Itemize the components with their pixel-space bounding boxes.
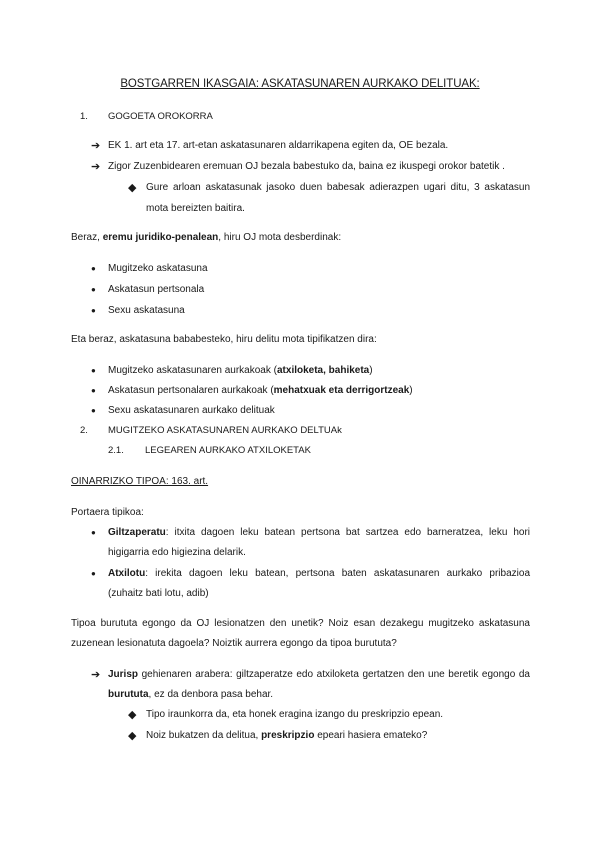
bullet-dot-icon: ● [91, 386, 96, 395]
jurisp-line2: burututa, ez da denbora pasa behar. [108, 689, 274, 700]
atxilotu-line1: Atxilotu: irekita dagoen leku batean, pertsona baten askatasunaren aurkako pribazioa [108, 568, 530, 579]
section-2-heading: MUGITZEKO ASKATASUNAREN AURKAKO DELTUAk [108, 425, 342, 436]
diamond-bullet-icon: ◆ [128, 182, 137, 194]
arrow-bullet-icon: ➔ [91, 161, 101, 173]
paragraph-zigor-zuzenbidea: Zigor Zuzenbidearen eremuan OJ bezala babestuko da, baina ez ikuspegi orokor batetik . [108, 161, 505, 172]
section-2-1-number: 2.1. [108, 445, 124, 456]
bullet-dot-icon: ● [91, 366, 96, 375]
section-1-heading: GOGOETA OROKORRA [108, 111, 213, 122]
list-item: Mugitzeko askatasunaren aurkakoak (atxiloketa, bahiketa) [108, 365, 373, 376]
list-item: Sexu askatasunaren aurkako delituak [108, 405, 275, 416]
bullet-dot-icon: ● [91, 406, 96, 415]
question-line1: Tipoa burututa egongo da OJ lesionatzen den unetik? Noiz esan dezakegu mugitzeko askatasuna [71, 618, 530, 629]
bullet-dot-icon: ● [91, 264, 96, 273]
bullet-dot-icon: ● [91, 528, 96, 537]
bullet-dot-icon: ● [91, 569, 96, 578]
paragraph-gure-arloan-line2: mota bereizten baitira. [146, 203, 245, 214]
paragraph-noiz-bukatzen: Noiz bukatzen da delitua, preskripzio epeari hasiera emateko? [146, 730, 428, 741]
section-2-1-heading: LEGEAREN AURKAKO ATXILOKETAK [145, 445, 311, 456]
list-item: Askatasun pertsonala [108, 284, 205, 295]
diamond-bullet-icon: ◆ [128, 709, 137, 721]
arrow-bullet-icon: ➔ [91, 669, 101, 681]
arrow-bullet-icon: ➔ [91, 140, 101, 152]
giltzaperatu-line1: Giltzaperatu: itxita dagoen leku batean pertsona bat sartzea edo barneratzea, leku hori [108, 527, 530, 538]
bullet-dot-icon: ● [91, 306, 96, 315]
paragraph-eta-beraz: Eta beraz, askatasuna bababesteko, hiru delitu mota tipifikatzen dira: [71, 334, 377, 345]
list-item: Sexu askatasuna [108, 305, 185, 316]
paragraph-gure-arloan-line1: Gure arloan askatasunak jasoko duen babesak adierazpen ugari ditu, 3 askatasun [146, 182, 530, 193]
question-line2: zuzenean lesionatuta dagoela? Noiztik aurrera egongo da tipoa burututa? [71, 638, 397, 649]
page-title: BOSTGARREN IKASGAIA: ASKATASUNAREN AURKAKO DELITUAK: [120, 78, 480, 90]
jurisp-line1: Jurisp gehienaren arabera: giltzaperatze edo atxiloketa gertatzen den une beretik egongo da [108, 669, 530, 680]
giltzaperatu-line2: higigarria edo higiezina delarik. [108, 547, 246, 558]
oinarrizko-tipoa-heading: OINARRIZKO TIPOA: 163. art. [71, 476, 209, 487]
bullet-dot-icon: ● [91, 285, 96, 294]
atxilotu-line2: (zuhaitz bati lotu, adib) [108, 588, 209, 599]
portaera-tipikoa-label: Portaera tipikoa: [71, 507, 144, 518]
paragraph-ek-articles: EK 1. art eta 17. art-etan askatasunaren aldarrikapena egiten da, OE bezala. [108, 140, 449, 151]
section-1-number: 1. [80, 111, 88, 122]
paragraph-beraz: Beraz, eremu juridiko-penalean, hiru OJ mota desberdinak: [71, 232, 342, 243]
section-2-number: 2. [80, 425, 88, 436]
diamond-bullet-icon: ◆ [128, 730, 137, 742]
list-item: Mugitzeko askatasuna [108, 263, 208, 274]
paragraph-tipo-iraunkorra: Tipo iraunkorra da, eta honek eragina izango du preskripzio epean. [146, 709, 444, 720]
list-item: Askatasun pertsonalaren aurkakoak (mehatxuak eta derrigortzeak) [108, 385, 413, 396]
